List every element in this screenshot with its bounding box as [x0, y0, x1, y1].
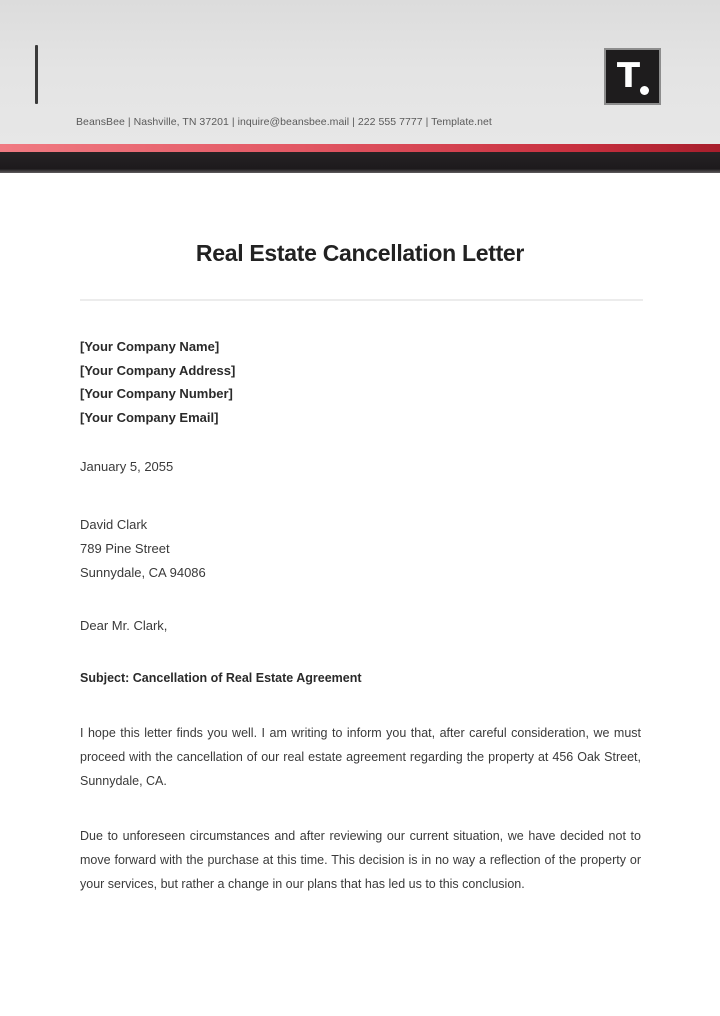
salutation: Dear Mr. Clark, — [80, 618, 168, 633]
letterhead — [0, 0, 720, 144]
body-paragraph: I hope this letter finds you well. I am writing to inform you that, after careful consideration, we must proceed with the cancellation of our real estate agreement regarding the property at 456 Oak Street, Sunnydale, CA. — [80, 726, 641, 788]
sender-company-number: [Your Company Number] — [80, 386, 233, 401]
contact-line: BeansBee | Nashville, TN 37201 | inquire@beansbee.mail | 222 555 7777 | Template.net — [76, 116, 492, 128]
logo-letter: T — [616, 55, 641, 96]
sender-company-email: [Your Company Email] — [80, 409, 219, 425]
header-red-band — [0, 144, 720, 152]
sender-company-address: [Your Company Address] — [80, 362, 236, 378]
recipient-city: Sunnydale, CA 94086 — [80, 565, 206, 580]
template-net-logo-icon — [604, 48, 661, 105]
sender-company-name: [Your Company Name] — [80, 339, 220, 354]
recipient-street: 789 Pine Street — [80, 541, 170, 556]
document-title: Real Estate Cancellation Letter — [195, 240, 525, 266]
sender-block — [80, 335, 235, 429]
header-dark-band — [0, 152, 720, 173]
recipient-block — [80, 513, 206, 585]
letter-date: January 5, 2055 — [80, 459, 174, 474]
body-paragraph: Due to unforeseen circumstances and after reviewing our current situation, we have decided not to move forward with the purchase at this time. This decision is in no way a reflection of the property or your services, but rather a change in our plans that has led us to this conclusion. — [80, 829, 641, 891]
subject-line: Subject: Cancellation of Real Estate Agreement — [80, 671, 362, 685]
recipient-name: David Clark — [80, 517, 148, 532]
title-divider — [80, 299, 643, 301]
logo-dot-icon — [640, 86, 649, 95]
accent-bar — [35, 45, 38, 104]
